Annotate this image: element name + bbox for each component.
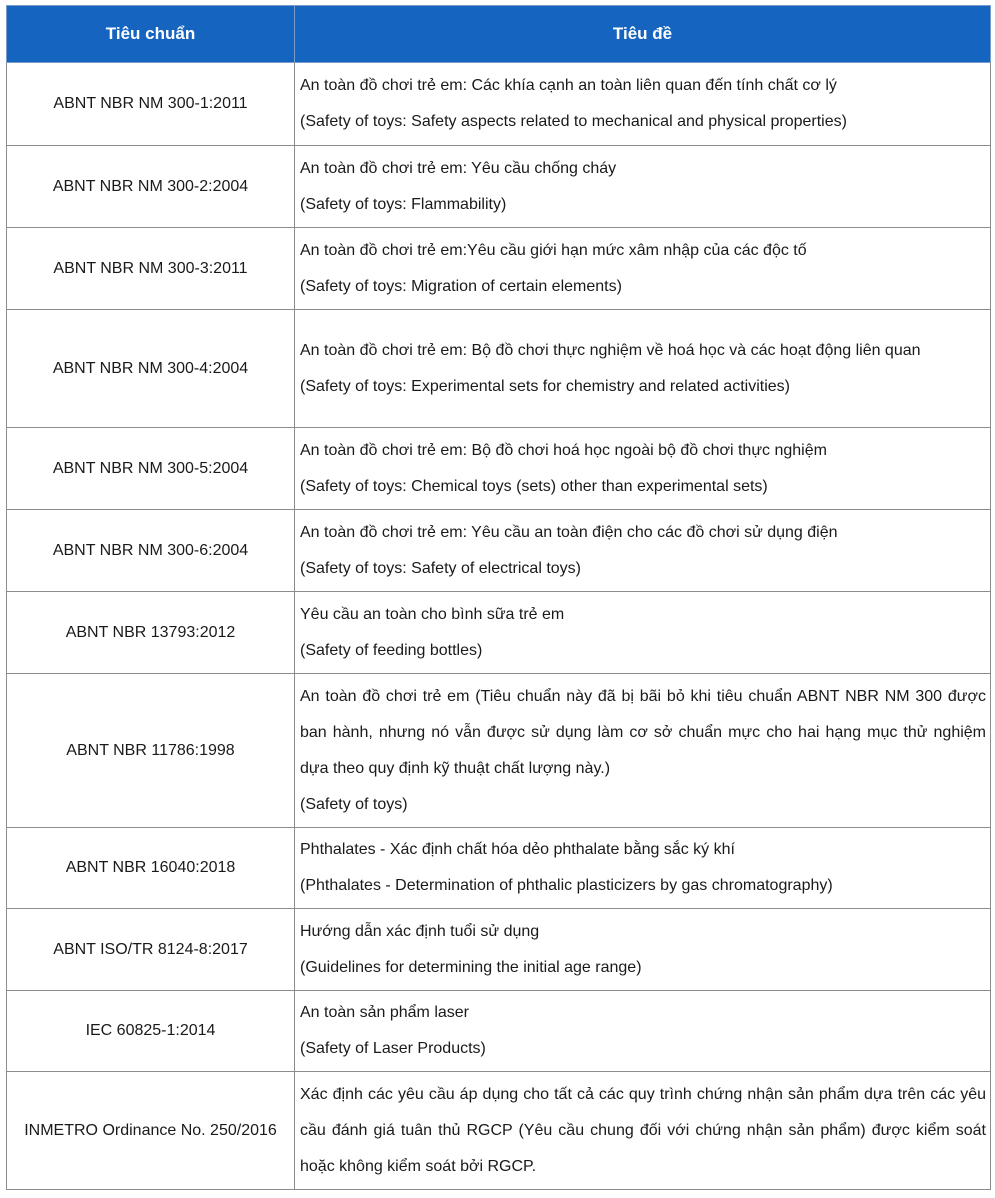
standard-code: ABNT NBR NM 300-3:2011 xyxy=(7,228,295,310)
standard-code: ABNT NBR 16040:2018 xyxy=(7,828,295,909)
title-english: (Safety of feeding bottles) xyxy=(300,641,483,659)
title-english: (Guidelines for determining the initial age range) xyxy=(300,958,642,976)
title-vietnamese: An toàn sản phẩm laser xyxy=(300,1004,469,1021)
title-cell xyxy=(295,592,991,674)
table-row xyxy=(7,428,991,510)
table-header-row xyxy=(7,6,991,63)
standard-code: ABNT NBR 13793:2012 xyxy=(7,592,295,674)
title-vietnamese: An toàn đồ chơi trẻ em: Bộ đồ chơi hoá học ngoài bộ đồ chơi thực nghiệm xyxy=(300,441,827,459)
title-cell xyxy=(295,310,991,428)
title-cell xyxy=(295,674,991,828)
title-english: (Safety of toys: Safety aspects related to mechanical and physical properties) xyxy=(300,113,847,130)
standard-code: ABNT ISO/TR 8124-8:2017 xyxy=(7,909,295,991)
title-vietnamese: Yêu cầu an toàn cho bình sữa trẻ em xyxy=(300,605,565,623)
header-standard: Tiêu chuẩn xyxy=(7,6,295,63)
table-row xyxy=(7,1072,991,1190)
title-english: (Safety of toys: Chemical toys (sets) other than experimental sets) xyxy=(300,477,768,495)
title-cell xyxy=(295,428,991,510)
title-vietnamese: An toàn đồ chơi trẻ em: Yêu cầu chống cháy xyxy=(300,159,617,177)
table-row xyxy=(7,228,991,310)
title-vietnamese: Phthalates - Xác định chất hóa dẻo phthalate bằng sắc ký khí xyxy=(300,841,735,858)
standard-code: IEC 60825-1:2014 xyxy=(7,991,295,1072)
title-english: (Safety of toys: Safety of electrical toys) xyxy=(300,559,581,577)
title-vietnamese: Xác định các yêu cầu áp dụng cho tất cả các quy trình chứng nhận sản phẩm dựa trên các yêu cầu đánh giá tuân thủ RGCP (Yêu cầu chung đối với chứng nhận sản phẩm) được kiểm soát hoặc không kiểm soát bởi RGCP. xyxy=(300,1085,986,1175)
title-vietnamese: Hướng dẫn xác định tuổi sử dụng xyxy=(300,922,540,940)
title-vietnamese: An toàn đồ chơi trẻ em: Các khía cạnh an toàn liên quan đến tính chất cơ lý xyxy=(300,77,837,94)
standard-code: ABNT NBR NM 300-6:2004 xyxy=(7,510,295,592)
title-cell xyxy=(295,63,991,146)
table-row xyxy=(7,828,991,909)
standard-code: ABNT NBR NM 300-5:2004 xyxy=(7,428,295,510)
table-row xyxy=(7,991,991,1072)
title-vietnamese: An toàn đồ chơi trẻ em (Tiêu chuẩn này đã bị bãi bỏ khi tiêu chuẩn ABNT NBR NM 300 được ban hành, nhưng nó vẫn được sử dụng làm cơ sở chuẩn mực cho hai hạng mục thử nghiệm dựa theo quy định kỹ thuật chất lượng này.) xyxy=(300,687,986,777)
table-row xyxy=(7,909,991,991)
title-english: (Safety of toys) xyxy=(300,795,408,813)
standards-table-container xyxy=(6,5,991,1190)
title-cell xyxy=(295,909,991,991)
title-english: (Safety of toys: Experimental sets for chemistry and related activities) xyxy=(300,377,790,395)
standard-code: ABNT NBR 11786:1998 xyxy=(7,674,295,828)
title-vietnamese: An toàn đồ chơi trẻ em: Bộ đồ chơi thực nghiệm về hoá học và các hoạt động liên quan xyxy=(300,341,921,359)
title-english: (Safety of toys: Flammability) xyxy=(300,195,507,213)
table-row xyxy=(7,146,991,228)
title-cell xyxy=(295,991,991,1072)
title-english: (Phthalates - Determination of phthalic plasticizers by gas chromatography) xyxy=(300,877,833,894)
title-english: (Safety of toys: Migration of certain elements) xyxy=(300,277,622,295)
header-title: Tiêu đề xyxy=(295,6,991,63)
title-vietnamese: An toàn đồ chơi trẻ em: Yêu cầu an toàn điện cho các đồ chơi sử dụng điện xyxy=(300,523,838,541)
standard-code: ABNT NBR NM 300-4:2004 xyxy=(7,310,295,428)
table-row xyxy=(7,510,991,592)
table-row xyxy=(7,63,991,146)
table-row xyxy=(7,310,991,428)
title-vietnamese: An toàn đồ chơi trẻ em:Yêu cầu giới hạn mức xâm nhập của các độc tố xyxy=(300,241,807,259)
table-row xyxy=(7,674,991,828)
standard-code: ABNT NBR NM 300-1:2011 xyxy=(7,63,295,146)
standard-code: INMETRO Ordinance No. 250/2016 xyxy=(7,1072,295,1190)
title-cell xyxy=(295,1072,991,1190)
table-row xyxy=(7,592,991,674)
title-cell xyxy=(295,228,991,310)
title-cell xyxy=(295,510,991,592)
standards-table xyxy=(6,5,991,1190)
title-cell xyxy=(295,828,991,909)
standard-code: ABNT NBR NM 300-2:2004 xyxy=(7,146,295,228)
title-cell xyxy=(295,146,991,228)
title-english: (Safety of Laser Products) xyxy=(300,1040,486,1057)
